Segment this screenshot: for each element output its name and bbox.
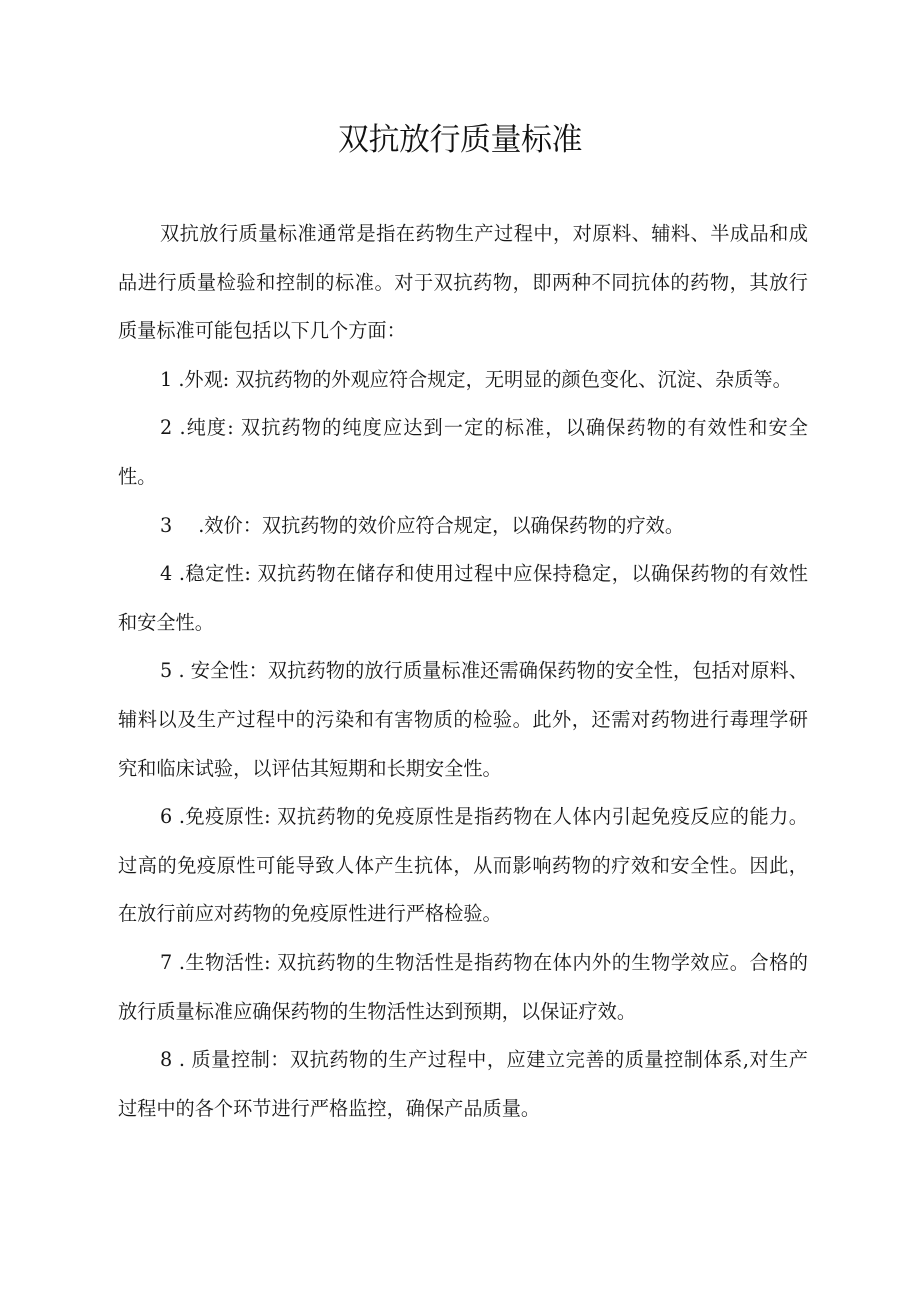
item-text: . 安全性：双抗药物的放行质量标准还需确保药物的安全性，包括对原料、辅料以及生产过程中的污染和有害物质的检验。此外，还需对药物进行毒理学研究和临床试验，以评估其短期和长期安全性。 [118,659,808,780]
list-item-3 [118,502,808,551]
item-text: .纯度: 双抗药物的纯度应达到一定的标准，以确保药物的有效性和安全性。 [118,416,808,488]
item-number: 3 [160,513,173,537]
item-number: 1 [160,367,173,391]
item-text: .外观: 双抗药物的外观应符合规定，无明显的颜色变化、沉淀、杂质等。 [178,367,792,391]
item-text: .稳定性: 双抗药物在储存和使用过程中应保持稳定，以确保药物的有效性和安全性。 [118,562,808,634]
list-item-7 [118,939,808,1036]
item-text: .免疫原性: 双抗药物的免疫原性是指药物在人体内引起免疫反应的能力。过高的免疫原性可能导致人体产生抗体，从而影响药物的疗效和安全性。因此，在放行前应对药物的免疫原性进行严格检验。 [118,805,808,926]
item-number: 6 [160,805,173,829]
list-item-2 [118,404,808,501]
item-number: 5 [160,659,173,683]
list-item-8 [118,1036,808,1133]
item-text: .生物活性: 双抗药物的生物活性是指药物在体内外的生物学效应。合格的放行质量标准应确保药物的生物活性达到预期，以保证疗效。 [118,950,808,1023]
document-title: 双抗放行质量标准 [338,122,582,158]
item-number: 8 [160,1048,173,1072]
item-number: 2 [160,416,173,440]
intro-paragraph: 双抗放行质量标准通常是指在药物生产过程中，对原料、辅料、半成品和成品进行质量检验和控制的标准。对于双抗药物，即两种不同抗体的药物，其放行质量标准可能包括以下几个方面： [118,222,808,343]
item-number: 4 [160,562,173,586]
item-number: 7 [160,950,173,974]
document-body [118,210,808,1133]
item-text: .效价：双抗药物的效价应符合规定，以确保药物的疗效。 [198,513,685,537]
list-item-5 [118,647,808,793]
list-item-1 [118,356,808,405]
list-item-4 [118,550,808,647]
list-item-6 [118,793,808,939]
item-text: . 质量控制：双抗药物的生产过程中，应建立完善的质量控制体系,对生产过程中的各个环节进行严格监控，确保产品质量。 [118,1048,808,1120]
